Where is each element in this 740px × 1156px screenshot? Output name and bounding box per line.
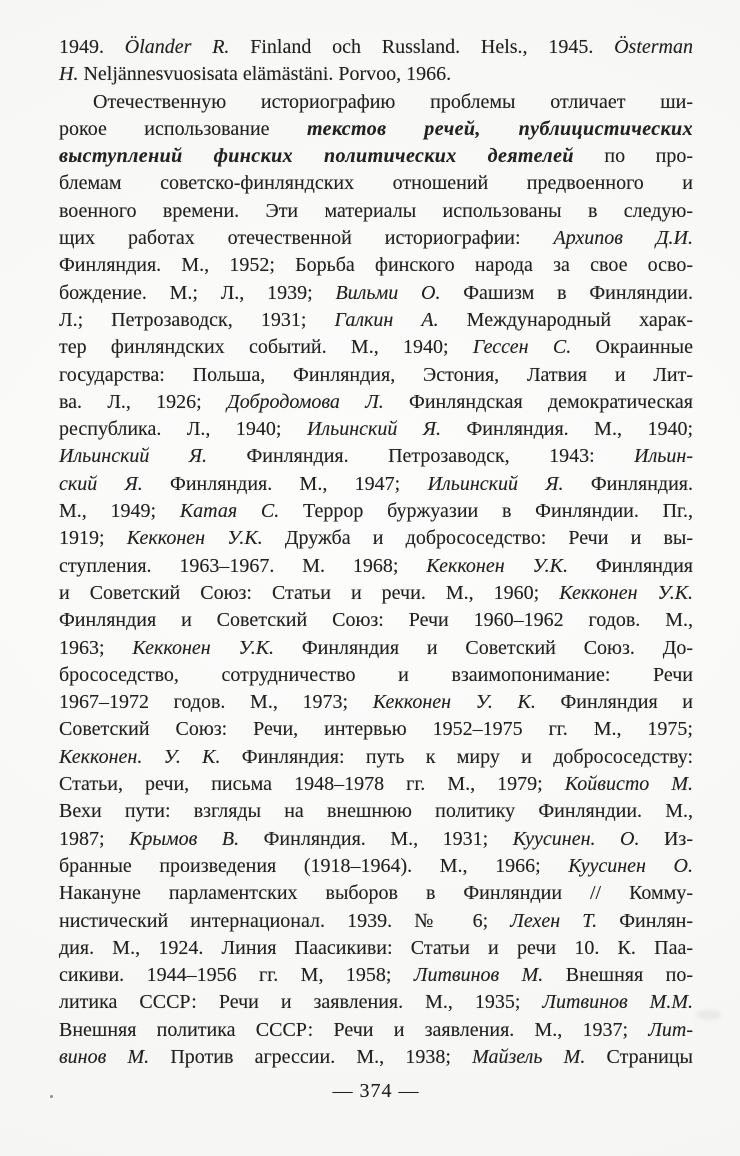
author-name-segment: Литвинов М. xyxy=(413,964,544,987)
page-number: — 374 — xyxy=(332,1080,420,1102)
text-segment: нистический интернационал. 1939. № 6; xyxy=(59,909,511,932)
text-block xyxy=(59,34,693,1071)
text-segment: Внешняя по- xyxy=(543,964,693,987)
author-name-segment: винов М. xyxy=(59,1045,150,1068)
text-segment: Neljännesvuosisata elämästäni. Porvoo, 1966. xyxy=(78,63,452,86)
text-line xyxy=(59,580,693,607)
text-segment: Советский Союз: Речи, интервью 1952–1975 гг. М., 1975; xyxy=(59,718,693,741)
text-segment: М., 1949; xyxy=(59,500,180,523)
text-segment: республика. Л., 1940; xyxy=(59,418,307,441)
text-line xyxy=(59,607,693,634)
text-segment: Вехи пути: взгляды на внешнюю политику Финляндии. М., xyxy=(59,800,693,823)
text-segment: блемам советско-финляндских отношений предвоенного и xyxy=(59,172,693,195)
text-segment: Финляндия: путь к миру и добрососедству: xyxy=(220,745,693,768)
text-line xyxy=(59,962,693,989)
text-line xyxy=(59,498,693,525)
text-segment: по про- xyxy=(573,145,693,168)
author-name-segment: Кекконен. У. К. xyxy=(59,745,221,768)
text-segment: ва. Л., 1926; xyxy=(59,390,228,413)
text-segment: брососедство, сотрудничество и взаимопонимание: Речи xyxy=(59,663,693,686)
scan-smudge xyxy=(696,1010,722,1020)
text-segment: Дружба и добрососедство: Речи и вы- xyxy=(262,527,693,550)
author-name-segment: Майзель М. xyxy=(472,1045,586,1068)
text-line xyxy=(59,798,693,825)
text-line xyxy=(59,935,693,962)
text-segment: Финляндия. М., 1947; xyxy=(142,472,428,495)
text-segment: Финляндия и Советский Союз: Речи 1960–1962 годов. М., xyxy=(59,609,693,632)
text-segment: Окраинные xyxy=(571,336,693,359)
text-line xyxy=(59,635,693,662)
text-segment: Финляндия и xyxy=(535,691,694,714)
text-line xyxy=(59,880,693,907)
text-segment: 1987; xyxy=(59,827,130,850)
text-segment: Террор буржуазии в Финляндии. Пг., xyxy=(279,500,694,523)
text-line xyxy=(59,553,693,580)
text-segment: Финляндия xyxy=(567,554,693,577)
author-name-segment: Österman xyxy=(614,36,693,58)
text-line xyxy=(59,1017,693,1044)
text-line xyxy=(59,89,693,116)
scan-artifact-dot xyxy=(50,1095,53,1098)
text-segment: Финляндия и Советский Союз. До- xyxy=(274,636,694,659)
text-segment: и Советский Союз: Статьи и речи. М., 1960; xyxy=(59,581,560,604)
text-segment: 1967–1972 годов. М., 1973; xyxy=(59,691,373,714)
text-segment: Финляндия. М., 1952; Борьба финского народа за свое осво- xyxy=(59,254,693,277)
text-line xyxy=(59,443,693,470)
text-line xyxy=(59,662,693,689)
text-line xyxy=(59,525,693,552)
text-segment: Финляндия. xyxy=(563,472,693,495)
author-name-segment: Архипов Д.И. xyxy=(553,227,694,250)
text-line xyxy=(59,143,693,170)
text-line xyxy=(59,989,693,1016)
text-segment: Отечественную историографию проблемы отличает ши- xyxy=(93,90,693,113)
text-segment: тер финляндских событий. М., 1940; xyxy=(59,336,473,359)
author-name-segment: Ильин- xyxy=(634,445,693,468)
author-name-segment: Галкин А. xyxy=(334,308,439,331)
author-name-segment: Гессен С. xyxy=(472,336,572,359)
author-name-segment: Кекконен У.К. xyxy=(126,527,263,550)
text-segment: Из- xyxy=(639,827,693,850)
text-segment: Накануне парламентских выборов в Финляндии // Комму- xyxy=(59,882,693,905)
text-segment: Финляндия. Петрозаводск, 1943: xyxy=(207,445,635,468)
text-line xyxy=(59,471,693,498)
author-name-segment: Катая С. xyxy=(179,500,280,523)
text-segment: щих работах отечественной историографии: xyxy=(59,227,554,250)
author-name-segment: Ölander R. xyxy=(124,36,230,58)
text-segment: ступления. 1963–1967. М. 1968; xyxy=(59,554,427,577)
emphasis-segment: текстов речей, публицистических xyxy=(306,117,693,140)
text-line xyxy=(59,416,693,443)
text-line xyxy=(59,771,693,798)
text-segment: Финляндия. М., 1940; xyxy=(441,418,693,441)
text-segment: военного времени. Эти материалы использованы в следую- xyxy=(59,199,693,222)
text-segment: 1919; xyxy=(59,527,127,550)
text-segment: бранные произведения (1918–1964). М., 1966; xyxy=(59,854,569,877)
text-segment: Финляндия. М., 1931; xyxy=(239,827,513,850)
text-segment: 1963; xyxy=(59,636,133,659)
text-segment: дия. М., 1924. Линия Паасикиви: Статьи и речи 10. К. Паа- xyxy=(59,936,693,959)
text-segment: Л.; Петрозаводск, 1931; xyxy=(59,308,335,331)
text-line xyxy=(59,61,693,88)
author-name-segment: Лехен Т. xyxy=(510,909,598,932)
author-name-segment: Крымов В. xyxy=(129,827,240,850)
author-name-segment: Куусинен О. xyxy=(568,854,693,877)
text-line xyxy=(59,908,693,935)
text-line xyxy=(59,826,693,853)
text-segment: Международный харак- xyxy=(438,308,694,331)
text-line xyxy=(59,1044,693,1071)
text-segment: Страницы xyxy=(585,1045,693,1068)
author-name-segment: Кекконен У.К. xyxy=(426,554,568,577)
author-name-segment: Кекконен У. К. xyxy=(372,691,536,714)
author-name-segment: Ильинский Я. xyxy=(59,445,208,468)
text-line xyxy=(59,198,693,225)
text-line xyxy=(59,853,693,880)
text-line xyxy=(59,225,693,252)
author-name-segment: Вильми О. xyxy=(335,281,441,304)
author-name-segment: Койвисто М. xyxy=(564,773,693,796)
text-segment: государства: Польша, Финляндия, Эстония, Латвия и Лит- xyxy=(59,363,693,386)
text-line xyxy=(59,716,693,743)
text-line xyxy=(59,307,693,334)
author-name-segment: Лит- xyxy=(648,1018,693,1041)
text-line xyxy=(59,252,693,279)
text-segment: Внешняя политика СССР: Речи и заявления. М., 1937; xyxy=(59,1018,649,1041)
text-line xyxy=(59,116,693,143)
text-segment: Финляндская демократическая xyxy=(383,390,693,413)
author-name-segment: Кекконен У.К. xyxy=(132,636,275,659)
text-segment: рокое использование xyxy=(59,117,307,140)
emphasis-segment: выступлений финских политических деятелей xyxy=(59,145,574,168)
author-name-segment: Ильинский Я. xyxy=(427,472,564,495)
text-segment: Статьи, речи, письма 1948–1978 гг. М., 1979; xyxy=(59,773,565,796)
author-name-segment: H. xyxy=(59,63,79,86)
text-line xyxy=(59,280,693,307)
author-name-segment: Куусинен. О. xyxy=(512,827,640,850)
text-line xyxy=(59,389,693,416)
text-line xyxy=(59,362,693,389)
text-segment: литика СССР: Речи и заявления. М., 1935; xyxy=(59,991,543,1014)
author-name-segment: Ильинский Я. xyxy=(306,418,442,441)
text-line xyxy=(59,170,693,197)
text-segment: сикиви. 1944–1956 гг. М, 1958; xyxy=(59,964,414,987)
text-line xyxy=(59,334,693,361)
text-segment: Финлян- xyxy=(597,909,693,932)
text-line xyxy=(59,744,693,771)
text-segment: 1949. xyxy=(59,36,125,58)
text-line xyxy=(59,34,693,61)
text-segment: Фашизм в Финляндии. xyxy=(440,281,693,304)
author-name-segment: Добродомова Л. xyxy=(227,390,384,413)
author-name-segment: Кекконен У.К. xyxy=(559,581,694,604)
text-line xyxy=(59,689,693,716)
text-segment: Против агрессии. М., 1938; xyxy=(149,1045,473,1068)
text-segment: Finland och Russland. Hels., 1945. xyxy=(229,36,615,58)
author-name-segment: Литвинов М.М. xyxy=(542,991,693,1014)
text-segment: бождение. М.; Л., 1939; xyxy=(59,281,336,304)
author-name-segment: ский Я. xyxy=(59,472,143,495)
